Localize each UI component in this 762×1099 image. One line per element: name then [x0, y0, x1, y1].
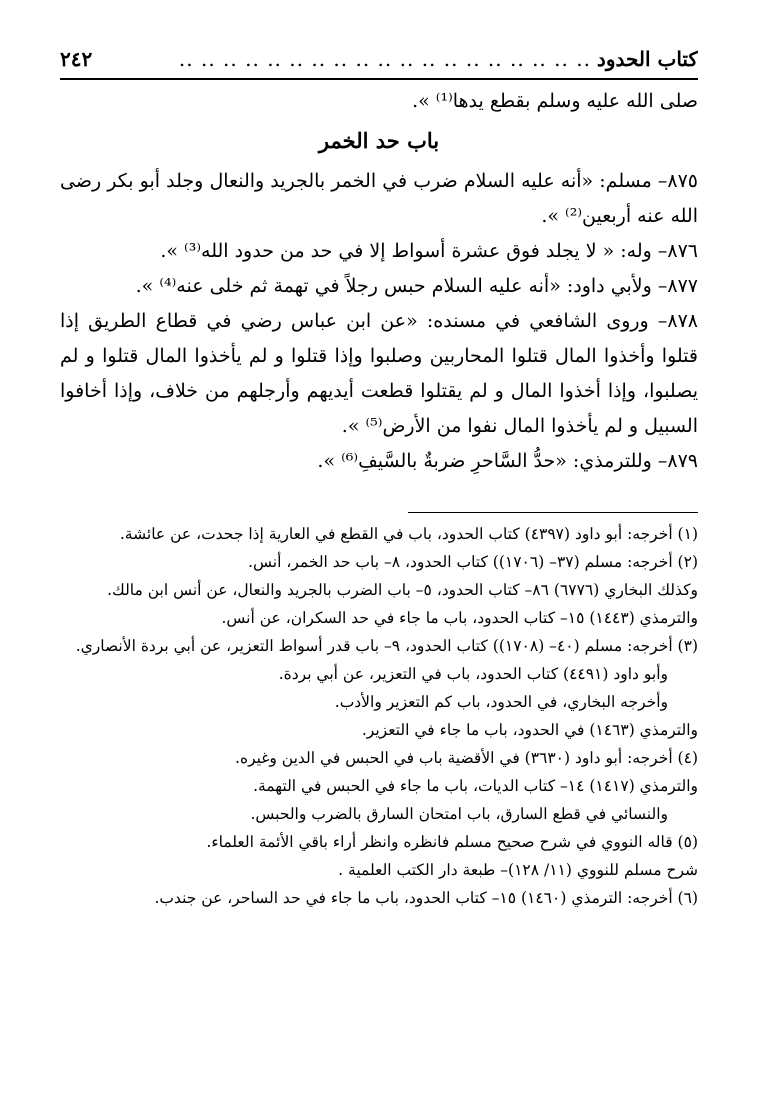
header-rule — [60, 78, 698, 80]
leader-dots: .. .. .. .. .. .. .. .. .. .. .. .. .. .. .. .. .. .. .. — [178, 47, 591, 71]
hadith-878: ٨٧٨– وروى الشافعي في مسنده: «عن ابن عباس رضي في قطاع الطريق إذا قتلوا وأخذوا المال قتلوا المحاربين وصلبوا وإذا قتلوا و لم يأخذوا المال قتلوا و لم يصلبوا، وإذا أخذوا المال و لم يقتلوا قطعت أيديهم وأرجلهم من خلاف، وإذا أخافوا السبيل و لم يأخذوا المال نفوا من الأرض⁽⁵⁾ ». — [60, 310, 698, 437]
footnote: (٤) أخرجه: أبو داود (٣٦٣٠) في الأقضية باب في الحبس في الدين وغيره. — [235, 749, 698, 767]
hadith-877: ٨٧٧– ولأبي داود: «أنه عليه السلام حبس رجلاً في تهمة ثم خلى عنه⁽⁴⁾ ». — [135, 275, 698, 297]
intro-line: صلى الله عليه وسلم بقطع يدها⁽¹⁾ ». — [412, 90, 698, 112]
section-heading: باب حد الخمر — [318, 128, 440, 153]
running-header — [60, 44, 698, 74]
footnote: والترمذي (١٤١٧) ١٤– كتاب الديات، باب ما جاء في الحبس في التهمة. — [253, 777, 698, 795]
page-number: ٢٤٢ — [60, 47, 93, 71]
hadith-875: ٨٧٥– مسلم: «أنه عليه السلام ضرب في الخمر بالجريد والنعال وجلد أبو بكر رضى الله عنه أربعين⁽²⁾ ». — [60, 170, 698, 227]
footnotes — [60, 520, 698, 912]
footnote: (٥) قاله النووي في شرح صحيح مسلم فانظره وانظر أراء باقي الأئمة العلماء. — [206, 833, 698, 851]
footnote: والنسائي في قطع السارق، باب امتحان السارق بالضرب والحبس. — [250, 805, 668, 823]
footnote: (٣) أخرجه: مسلم (٤٠– (١٧٠٨)) كتاب الحدود، ٩– باب قدر أسواط التعزير، عن أبي بردة الأنصاري. — [75, 637, 698, 655]
hadith-876: ٨٧٦– وله: « لا يجلد فوق عشرة أسواط إلا في حد من حدود الله⁽³⁾ ». — [160, 240, 698, 262]
footnote: (٢) أخرجه: مسلم (٣٧– (١٧٠٦)) كتاب الحدود، ٨– باب حد الخمر، أنس. — [248, 553, 698, 571]
footnote: وأخرجه البخاري، في الحدود، باب كم التعزير والأدب. — [334, 693, 668, 711]
footnote: وأبو داود (٤٤٩١) كتاب الحدود، باب في التعزير، عن أبي بردة. — [278, 665, 668, 683]
footnote: (١) أخرجه: أبو داود (٤٣٩٧) كتاب الحدود، باب في القطع في العارية إذا جحدت، عن عائشة. — [119, 525, 698, 543]
chapter-title: كتاب الحدود — [596, 47, 698, 71]
footnote: شرح مسلم للنووي (١١/ ١٢٨)– طبعة دار الكتب العلمية . — [338, 861, 698, 879]
footnote: والترمذي (١٤٤٣) ١٥– كتاب الحدود، باب ما جاء في حد السكران، عن أنس. — [221, 609, 698, 627]
footnote: والترمذي (١٤٦٣) في الحدود، باب ما جاء في التعزير. — [361, 721, 698, 739]
footnote: وكذلك البخاري (٦٧٧٦) ٨٦– كتاب الحدود، ٥– باب الضرب بالجريد والنعال، عن أنس ابن مالك. — [107, 581, 698, 599]
hadith-879: ٨٧٩– وللترمذي: «حدُّ السَّاحرِ ضربةٌ بالسَّيفِ⁽⁶⁾ ». — [317, 450, 698, 472]
main-text — [60, 84, 698, 479]
footnote-separator — [408, 512, 698, 513]
footnote: (٦) أخرجه: الترمذي (١٤٦٠) ١٥– كتاب الحدود، باب ما جاء في حد الساحر، عن جندب. — [154, 889, 698, 907]
